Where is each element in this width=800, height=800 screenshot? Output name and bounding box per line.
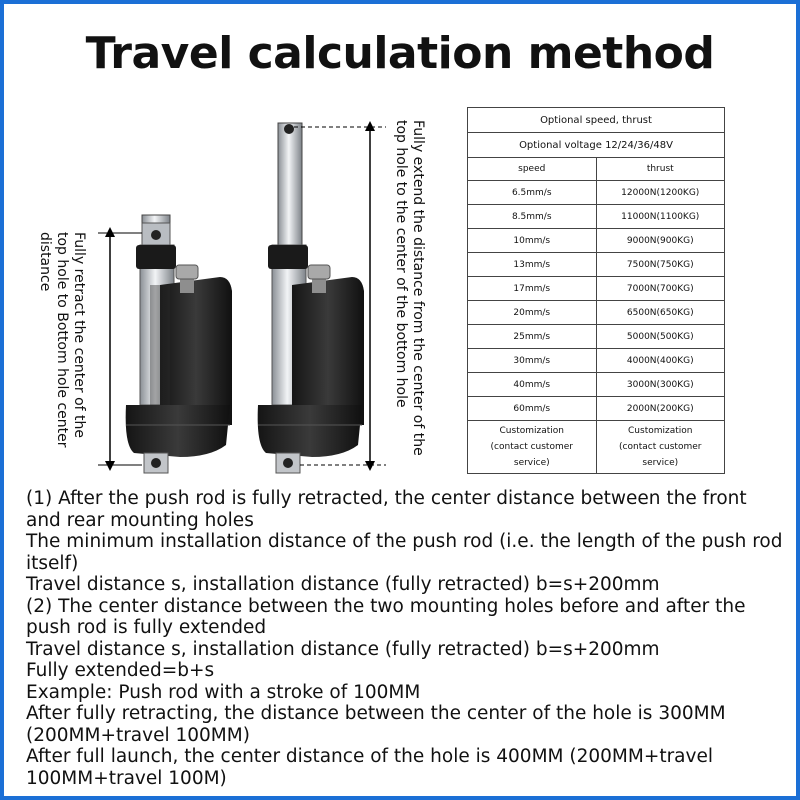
custom-thrust-cell: Customization (contact customer service) <box>596 421 725 474</box>
thrust-cell: 2000N(200KG) <box>596 397 725 421</box>
table-row <box>468 397 725 421</box>
speed-cell: 6.5mm/s <box>468 181 597 205</box>
spec-header-1: Optional speed, thrust <box>468 108 725 133</box>
table-row <box>468 277 725 301</box>
speed-cell: 10mm/s <box>468 229 597 253</box>
text-line: After fully retracting, the distance between the center of the hole is 300MM (200MM+travel 100MM) <box>26 703 726 746</box>
text-line: (1) After the push rod is fully retracted, the center distance between the front and rear mounting holes <box>26 488 747 531</box>
speed-cell: 13mm/s <box>468 253 597 277</box>
thrust-cell: 11000N(1100KG) <box>596 205 725 229</box>
thrust-cell: 3000N(300KG) <box>596 373 725 397</box>
thrust-cell: 9000N(900KG) <box>596 229 725 253</box>
thrust-cell: 6500N(650KG) <box>596 301 725 325</box>
text-line: The minimum installation distance of the push rod (i.e. the length of the push rod itself) <box>26 531 783 574</box>
thrust-cell: 12000N(1200KG) <box>596 181 725 205</box>
table-row <box>468 301 725 325</box>
thrust-cell: 4000N(400KG) <box>596 349 725 373</box>
thrust-cell: 7000N(700KG) <box>596 277 725 301</box>
text-line: Travel distance s, installation distance (fully retracted) b=s+200mm <box>26 574 660 595</box>
col-thrust-header: thrust <box>596 158 725 181</box>
retracted-label: Fully retract the center of the top hole to Bottom hole center distance <box>37 232 87 448</box>
extended-label: Fully extend the distance from the center of the top hole to the center of the bottom hole <box>393 120 426 456</box>
text-line: Travel distance s, installation distance (fully retracted) b=s+200mm <box>26 638 660 660</box>
table-row <box>468 181 725 205</box>
text-line: Fully extended=b+s <box>26 660 215 681</box>
table-row <box>468 229 725 253</box>
page-title: Travel calculation method <box>85 28 715 79</box>
text-line: After full launch, the center distance of the hole is 400MM (200MM+travel 100MM+travel 100M) <box>26 746 713 789</box>
thrust-cell: 5000N(500KG) <box>596 325 725 349</box>
table-row <box>468 205 725 229</box>
table-row <box>468 253 725 277</box>
table-row <box>468 349 725 373</box>
col-speed-header: speed <box>468 158 597 181</box>
retracted-actuator <box>126 215 232 473</box>
speed-cell: 25mm/s <box>468 325 597 349</box>
actuator-illustration <box>30 105 450 485</box>
text-line: Example: Push rod with a stroke of 100MM <box>26 681 421 703</box>
extended-actuator <box>258 123 364 473</box>
speed-cell: 20mm/s <box>468 301 597 325</box>
table-row <box>468 325 725 349</box>
speed-cell: 17mm/s <box>468 277 597 301</box>
speed-cell: 30mm/s <box>468 349 597 373</box>
speed-cell: 8.5mm/s <box>468 205 597 229</box>
explanation-text <box>26 488 786 789</box>
custom-speed-cell: Customization (contact customer service) <box>468 421 597 474</box>
speed-cell: 60mm/s <box>468 397 597 421</box>
spec-table <box>467 107 725 474</box>
table-row <box>468 373 725 397</box>
text-line: (2) The center distance between the two mounting holes before and after the push rod is fully extended <box>26 595 746 638</box>
thrust-cell: 7500N(750KG) <box>596 253 725 277</box>
spec-header-2: Optional voltage 12/24/36/48V <box>468 133 725 158</box>
table-row <box>468 421 725 474</box>
speed-cell: 40mm/s <box>468 373 597 397</box>
